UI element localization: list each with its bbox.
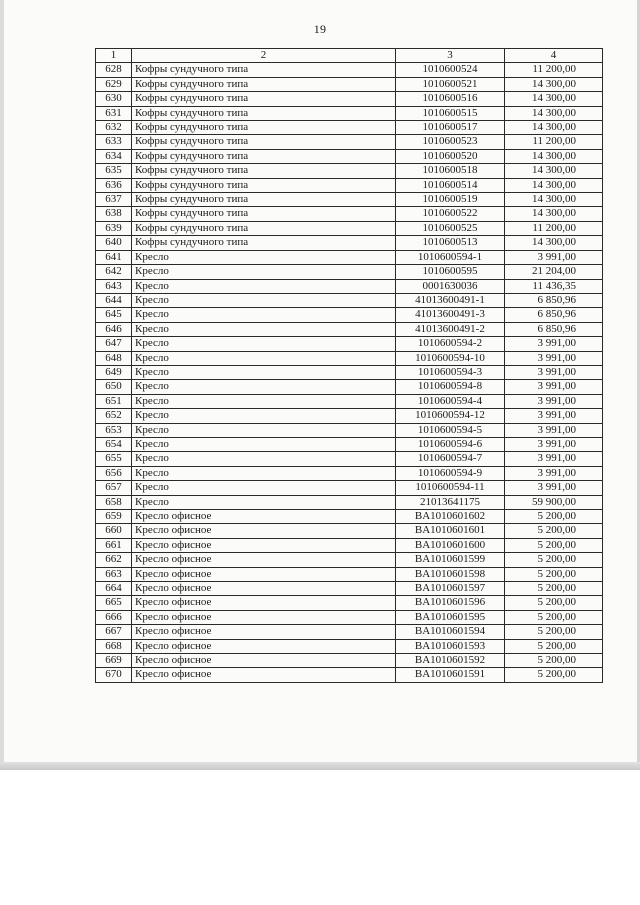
row-number-cell: 650 (96, 380, 132, 394)
value-cell: 3 991,00 (505, 365, 603, 379)
row-number-cell: 640 (96, 236, 132, 250)
value-cell: 3 991,00 (505, 437, 603, 451)
item-name-cell: Кофры сундучного типа (132, 135, 396, 149)
row-number-cell: 642 (96, 265, 132, 279)
item-name-cell: Кофры сундучного типа (132, 106, 396, 120)
page-bottom-edge (0, 762, 640, 770)
table-row (96, 106, 603, 120)
table-header-row (96, 49, 603, 63)
item-name-cell: Кресло (132, 279, 396, 293)
inventory-code-cell: BA1010601592 (396, 654, 505, 668)
inventory-code-cell: 1010600594-5 (396, 423, 505, 437)
table-row (96, 610, 603, 624)
row-number-cell: 653 (96, 423, 132, 437)
inventory-code-cell: BA1010601593 (396, 639, 505, 653)
table-row (96, 236, 603, 250)
item-name-cell: Кресло офисное (132, 668, 396, 682)
item-name-cell: Кофры сундучного типа (132, 221, 396, 235)
row-number-cell: 662 (96, 553, 132, 567)
row-number-cell: 649 (96, 365, 132, 379)
inventory-code-cell: 1010600519 (396, 193, 505, 207)
item-name-cell: Кресло офисное (132, 553, 396, 567)
row-number-cell: 639 (96, 221, 132, 235)
value-cell: 3 991,00 (505, 452, 603, 466)
header-cell-number: 1 (96, 49, 132, 63)
item-name-cell: Кофры сундучного типа (132, 193, 396, 207)
value-cell: 5 200,00 (505, 668, 603, 682)
table-row (96, 466, 603, 480)
value-cell: 3 991,00 (505, 351, 603, 365)
row-number-cell: 661 (96, 538, 132, 552)
row-number-cell: 632 (96, 121, 132, 135)
table-row (96, 149, 603, 163)
row-number-cell: 634 (96, 149, 132, 163)
inventory-code-cell: 0001630036 (396, 279, 505, 293)
table-row (96, 524, 603, 538)
inventory-code-cell: 1010600517 (396, 121, 505, 135)
table-row (96, 77, 603, 91)
inventory-code-cell: 1010600594-3 (396, 365, 505, 379)
value-cell: 5 200,00 (505, 610, 603, 624)
inventory-code-cell: 1010600594-1 (396, 250, 505, 264)
table-row (96, 221, 603, 235)
item-name-cell: Кофры сундучного типа (132, 149, 396, 163)
inventory-table (95, 48, 603, 683)
row-number-cell: 638 (96, 207, 132, 221)
table-row (96, 265, 603, 279)
inventory-code-cell: 1010600514 (396, 178, 505, 192)
inventory-code-cell: 1010600594-9 (396, 466, 505, 480)
inventory-code-cell: 21013641175 (396, 495, 505, 509)
table-row (96, 164, 603, 178)
row-number-cell: 636 (96, 178, 132, 192)
row-number-cell: 660 (96, 524, 132, 538)
item-name-cell: Кресло (132, 380, 396, 394)
item-name-cell: Кресло (132, 351, 396, 365)
row-number-cell: 651 (96, 394, 132, 408)
item-name-cell: Кресло (132, 308, 396, 322)
row-number-cell: 643 (96, 279, 132, 293)
item-name-cell: Кофры сундучного типа (132, 164, 396, 178)
row-number-cell: 637 (96, 193, 132, 207)
table-row (96, 481, 603, 495)
inventory-code-cell: 1010600524 (396, 63, 505, 77)
item-name-cell: Кресло офисное (132, 538, 396, 552)
table-row (96, 596, 603, 610)
inventory-code-cell: 1010600594-8 (396, 380, 505, 394)
item-name-cell: Кресло (132, 322, 396, 336)
item-name-cell: Кресло (132, 409, 396, 423)
inventory-code-cell: 1010600594-6 (396, 437, 505, 451)
table-row (96, 567, 603, 581)
row-number-cell: 635 (96, 164, 132, 178)
item-name-cell: Кресло (132, 423, 396, 437)
table-row (96, 121, 603, 135)
row-number-cell: 645 (96, 308, 132, 322)
value-cell: 3 991,00 (505, 481, 603, 495)
item-name-cell: Кресло офисное (132, 625, 396, 639)
row-number-cell: 670 (96, 668, 132, 682)
value-cell: 5 200,00 (505, 510, 603, 524)
row-number-cell: 654 (96, 437, 132, 451)
item-name-cell: Кресло офисное (132, 582, 396, 596)
table-row (96, 538, 603, 552)
inventory-code-cell: 41013600491-3 (396, 308, 505, 322)
value-cell: 5 200,00 (505, 567, 603, 581)
inventory-code-cell: 1010600513 (396, 236, 505, 250)
table-row (96, 308, 603, 322)
table-row (96, 178, 603, 192)
value-cell: 14 300,00 (505, 236, 603, 250)
item-name-cell: Кресло (132, 481, 396, 495)
inventory-code-cell: 1010600595 (396, 265, 505, 279)
row-number-cell: 657 (96, 481, 132, 495)
value-cell: 5 200,00 (505, 639, 603, 653)
value-cell: 11 200,00 (505, 135, 603, 149)
item-name-cell: Кресло офисное (132, 524, 396, 538)
item-name-cell: Кресло офисное (132, 639, 396, 653)
row-number-cell: 658 (96, 495, 132, 509)
value-cell: 11 436,35 (505, 279, 603, 293)
header-cell-name: 2 (132, 49, 396, 63)
value-cell: 59 900,00 (505, 495, 603, 509)
inventory-code-cell: BA1010601601 (396, 524, 505, 538)
inventory-code-cell: 1010600518 (396, 164, 505, 178)
inventory-code-cell: BA1010601600 (396, 538, 505, 552)
row-number-cell: 644 (96, 293, 132, 307)
item-name-cell: Кофры сундучного типа (132, 63, 396, 77)
inventory-code-cell: 1010600594-10 (396, 351, 505, 365)
item-name-cell: Кресло (132, 337, 396, 351)
value-cell: 11 200,00 (505, 63, 603, 77)
value-cell: 14 300,00 (505, 92, 603, 106)
value-cell: 3 991,00 (505, 409, 603, 423)
table-row (96, 322, 603, 336)
value-cell: 6 850,96 (505, 322, 603, 336)
value-cell: 5 200,00 (505, 553, 603, 567)
header-cell-value: 4 (505, 49, 603, 63)
table-row (96, 668, 603, 682)
table-row (96, 452, 603, 466)
item-name-cell: Кресло офисное (132, 567, 396, 581)
value-cell: 6 850,96 (505, 293, 603, 307)
row-number-cell: 665 (96, 596, 132, 610)
header-cell-code: 3 (396, 49, 505, 63)
value-cell: 14 300,00 (505, 178, 603, 192)
table-row (96, 409, 603, 423)
row-number-cell: 667 (96, 625, 132, 639)
row-number-cell: 648 (96, 351, 132, 365)
inventory-code-cell: 1010600594-11 (396, 481, 505, 495)
value-cell: 6 850,96 (505, 308, 603, 322)
row-number-cell: 631 (96, 106, 132, 120)
row-number-cell: 647 (96, 337, 132, 351)
item-name-cell: Кресло офисное (132, 654, 396, 668)
item-name-cell: Кресло офисное (132, 596, 396, 610)
inventory-code-cell: 1010600516 (396, 92, 505, 106)
row-number-cell: 628 (96, 63, 132, 77)
value-cell: 14 300,00 (505, 193, 603, 207)
value-cell: 14 300,00 (505, 77, 603, 91)
value-cell: 14 300,00 (505, 207, 603, 221)
row-number-cell: 656 (96, 466, 132, 480)
inventory-code-cell: 1010600594-2 (396, 337, 505, 351)
table-row (96, 279, 603, 293)
value-cell: 14 300,00 (505, 164, 603, 178)
table-row (96, 582, 603, 596)
value-cell: 5 200,00 (505, 582, 603, 596)
item-name-cell: Кофры сундучного типа (132, 178, 396, 192)
row-number-cell: 630 (96, 92, 132, 106)
inventory-code-cell: BA1010601595 (396, 610, 505, 624)
table-row (96, 510, 603, 524)
item-name-cell: Кресло (132, 250, 396, 264)
inventory-code-cell: BA1010601598 (396, 567, 505, 581)
row-number-cell: 669 (96, 654, 132, 668)
table-row (96, 193, 603, 207)
inventory-code-cell: BA1010601591 (396, 668, 505, 682)
value-cell: 11 200,00 (505, 221, 603, 235)
table-row (96, 380, 603, 394)
item-name-cell: Кресло (132, 437, 396, 451)
item-name-cell: Кофры сундучного типа (132, 236, 396, 250)
row-number-cell: 629 (96, 77, 132, 91)
item-name-cell: Кресло (132, 394, 396, 408)
value-cell: 5 200,00 (505, 538, 603, 552)
table-row (96, 553, 603, 567)
inventory-code-cell: 1010600523 (396, 135, 505, 149)
value-cell: 14 300,00 (505, 106, 603, 120)
inventory-code-cell: BA1010601596 (396, 596, 505, 610)
table-row (96, 351, 603, 365)
item-name-cell: Кресло (132, 452, 396, 466)
table-row (96, 135, 603, 149)
inventory-code-cell: BA1010601597 (396, 582, 505, 596)
table-row (96, 337, 603, 351)
table-row (96, 654, 603, 668)
table-row (96, 423, 603, 437)
value-cell: 3 991,00 (505, 337, 603, 351)
item-name-cell: Кресло (132, 495, 396, 509)
page-number: 19 (313, 22, 327, 36)
item-name-cell: Кофры сундучного типа (132, 121, 396, 135)
value-cell: 3 991,00 (505, 394, 603, 408)
table-row (96, 639, 603, 653)
value-cell: 14 300,00 (505, 121, 603, 135)
page-left-edge (0, 0, 4, 768)
table-row (96, 625, 603, 639)
item-name-cell: Кресло офисное (132, 510, 396, 524)
item-name-cell: Кофры сундучного типа (132, 77, 396, 91)
inventory-code-cell: 1010600594-12 (396, 409, 505, 423)
inventory-code-cell: 1010600520 (396, 149, 505, 163)
item-name-cell: Кофры сундучного типа (132, 207, 396, 221)
value-cell: 21 204,00 (505, 265, 603, 279)
row-number-cell: 652 (96, 409, 132, 423)
value-cell: 3 991,00 (505, 380, 603, 394)
row-number-cell: 641 (96, 250, 132, 264)
table-row (96, 250, 603, 264)
inventory-code-cell: BA1010601594 (396, 625, 505, 639)
item-name-cell: Кресло (132, 466, 396, 480)
table-row (96, 394, 603, 408)
value-cell: 5 200,00 (505, 654, 603, 668)
table-row (96, 365, 603, 379)
item-name-cell: Кресло офисное (132, 610, 396, 624)
inventory-code-cell: BA1010601599 (396, 553, 505, 567)
row-number-cell: 666 (96, 610, 132, 624)
row-number-cell: 633 (96, 135, 132, 149)
table-row (96, 92, 603, 106)
inventory-code-cell: 1010600515 (396, 106, 505, 120)
table-row (96, 63, 603, 77)
table-row (96, 495, 603, 509)
value-cell: 5 200,00 (505, 524, 603, 538)
item-name-cell: Кресло (132, 265, 396, 279)
row-number-cell: 659 (96, 510, 132, 524)
value-cell: 5 200,00 (505, 625, 603, 639)
value-cell: 3 991,00 (505, 466, 603, 480)
row-number-cell: 646 (96, 322, 132, 336)
value-cell: 5 200,00 (505, 596, 603, 610)
inventory-code-cell: 41013600491-1 (396, 293, 505, 307)
inventory-code-cell: BA1010601602 (396, 510, 505, 524)
value-cell: 14 300,00 (505, 149, 603, 163)
table-row (96, 293, 603, 307)
item-name-cell: Кресло (132, 293, 396, 307)
table-row (96, 437, 603, 451)
item-name-cell: Кресло (132, 365, 396, 379)
inventory-code-cell: 1010600525 (396, 221, 505, 235)
value-cell: 3 991,00 (505, 250, 603, 264)
value-cell: 3 991,00 (505, 423, 603, 437)
table-row (96, 207, 603, 221)
inventory-code-cell: 1010600521 (396, 77, 505, 91)
row-number-cell: 664 (96, 582, 132, 596)
row-number-cell: 655 (96, 452, 132, 466)
inventory-code-cell: 1010600594-4 (396, 394, 505, 408)
row-number-cell: 668 (96, 639, 132, 653)
inventory-code-cell: 41013600491-2 (396, 322, 505, 336)
inventory-code-cell: 1010600522 (396, 207, 505, 221)
item-name-cell: Кофры сундучного типа (132, 92, 396, 106)
inventory-code-cell: 1010600594-7 (396, 452, 505, 466)
row-number-cell: 663 (96, 567, 132, 581)
